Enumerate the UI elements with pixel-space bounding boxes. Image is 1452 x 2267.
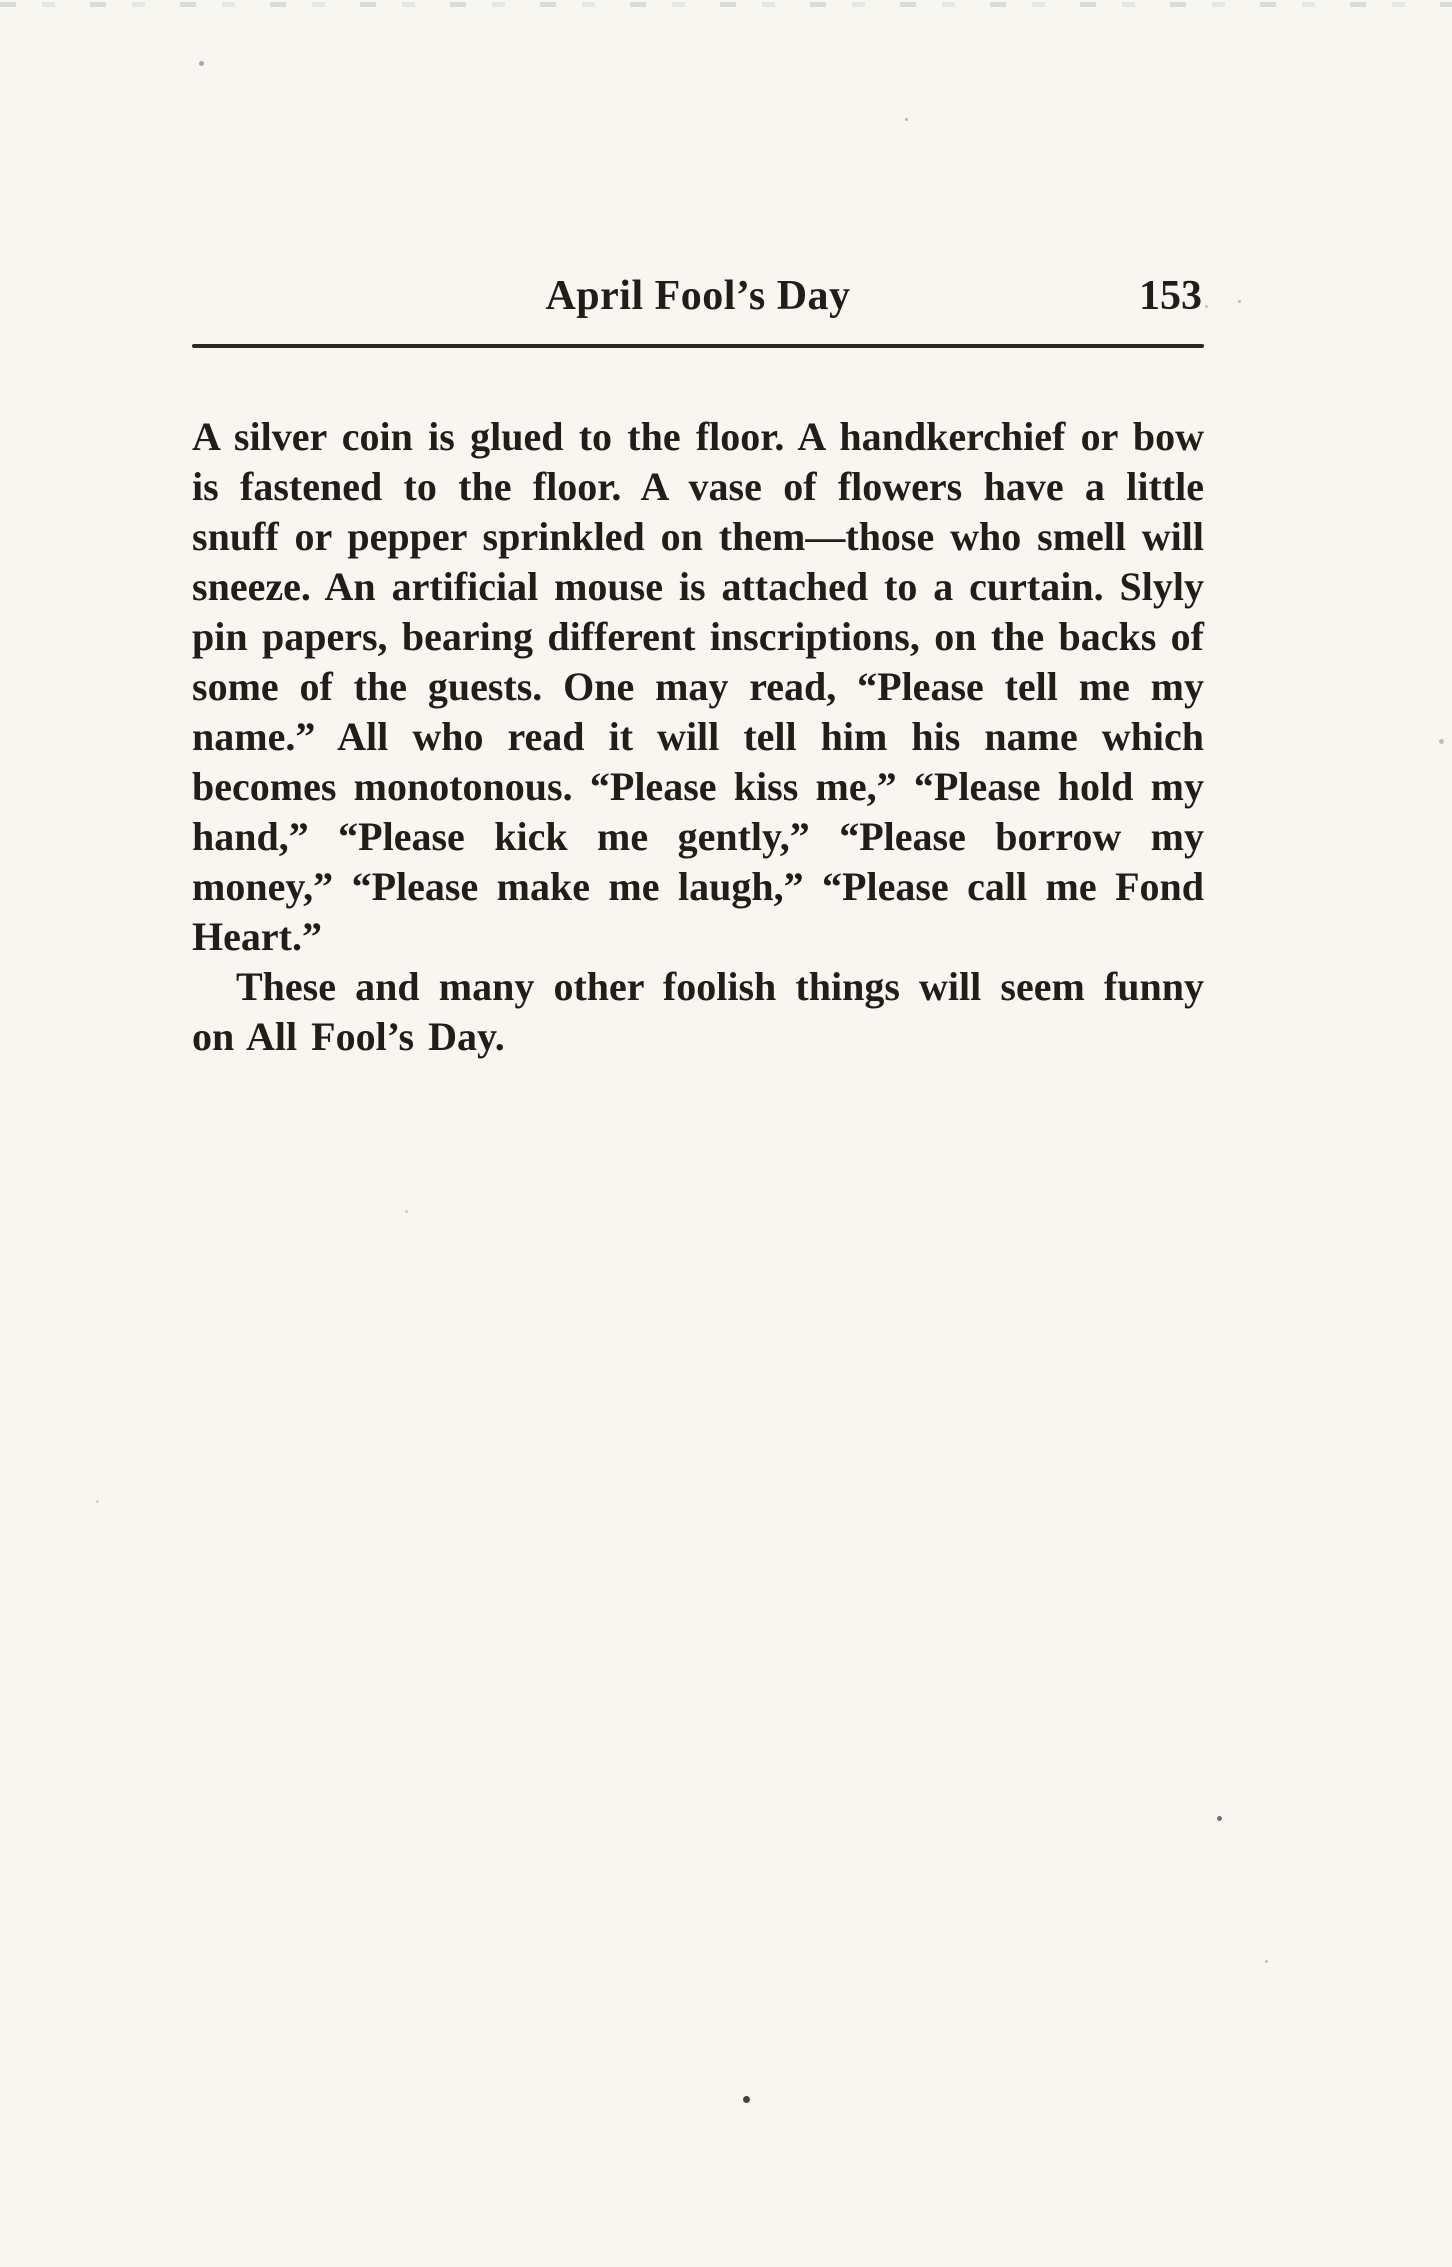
page-content — [192, 272, 1204, 1062]
running-header — [192, 272, 1204, 330]
page-number: 153 — [1139, 273, 1202, 319]
header-rule — [192, 344, 1204, 348]
scan-specks — [0, 0, 3, 3]
body-text — [192, 412, 1204, 1062]
chapter-title: April Fool’s Day — [545, 273, 851, 319]
paragraph: A silver coin is glued to the floor. A handkerchief or bow is fastened to the floor. A vase of flowers have a little snuff or pepper sprinkled on them—those who smell will sneeze. An artificial mouse is attached to a curtain. Slyly pin papers, bearing different inscriptions, on the backs of some of the guests. One may read, “Please tell me my name.” All who read it will tell him his name which becomes monotonous. “Please kiss me,” “Please hold my hand,” “Please kick me gently,” “Please borrow my money,” “Please make me laugh,” “Please call me Fond Heart.” — [192, 414, 1204, 959]
scan-artifact-top — [0, 2, 1452, 7]
paragraph: These and many other foolish things will seem funny on All Fool’s Day. — [192, 964, 1204, 1059]
